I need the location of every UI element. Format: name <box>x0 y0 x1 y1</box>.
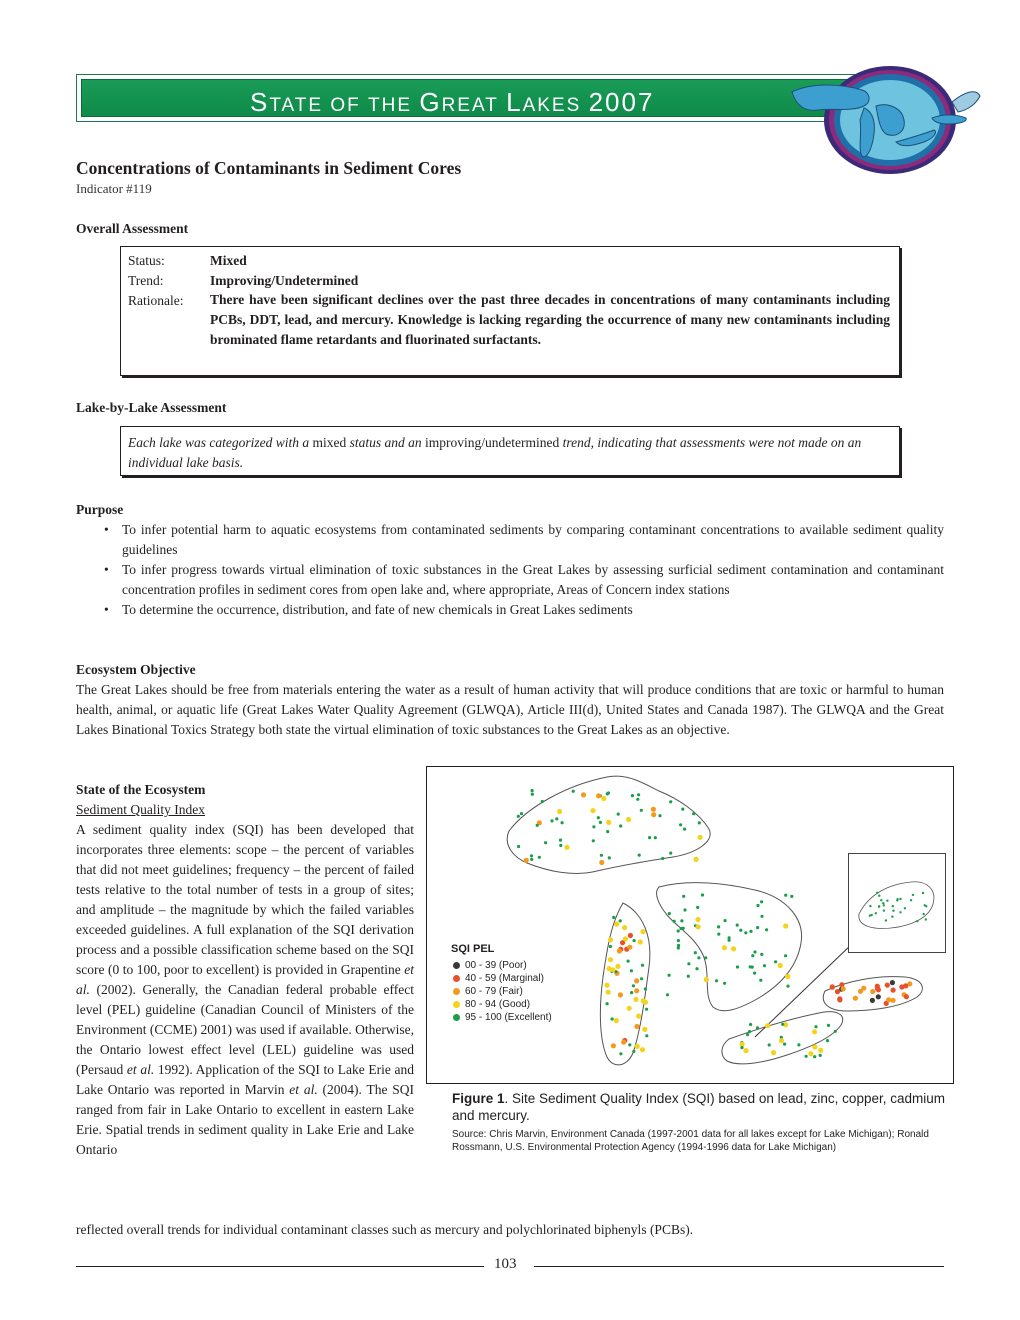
site-dot <box>564 845 569 850</box>
inset-map <box>849 854 945 952</box>
site-dot <box>634 978 639 983</box>
inset-site-dot <box>925 918 927 920</box>
legend-title: SQI PEL <box>451 943 495 955</box>
inset-site-dot <box>878 895 880 897</box>
site-dot <box>520 812 523 815</box>
site-dot <box>524 858 529 863</box>
site-dot <box>812 1029 817 1034</box>
trend-value: Improving/Undetermined <box>210 273 359 288</box>
site-dot <box>746 1033 749 1036</box>
site-dot <box>694 857 699 862</box>
inset-site-dot <box>876 892 878 894</box>
state-heading: State of the Ecosystem <box>76 782 206 797</box>
site-dot <box>677 929 680 932</box>
legend-swatch <box>453 1001 460 1008</box>
site-dot <box>728 939 731 942</box>
site-dot <box>724 919 727 922</box>
site-dot <box>756 1026 759 1029</box>
site-dot <box>619 919 622 922</box>
state-of-ecosystem-section <box>76 780 414 1160</box>
site-dot <box>661 857 664 860</box>
site-dot <box>636 1014 641 1019</box>
caption-text: . Site Sediment Quality Index (SQI) based on lead, zinc, copper, cadmium and mercury. <box>452 1091 945 1123</box>
inset-site-dot <box>910 899 912 901</box>
site-dot <box>682 927 685 930</box>
site-dot <box>813 1055 816 1058</box>
site-dot <box>599 821 602 824</box>
site-dot <box>891 998 896 1003</box>
site-dot <box>632 984 635 987</box>
site-dot <box>722 945 727 950</box>
site-dot <box>638 939 643 944</box>
site-dot <box>642 1027 647 1032</box>
site-dot <box>858 989 863 994</box>
inset-site-dot <box>869 905 871 907</box>
inset-site-dot <box>899 911 901 913</box>
site-dot <box>608 957 613 962</box>
site-dot <box>698 835 703 840</box>
caption-label: Figure 1 <box>452 1091 505 1106</box>
site-dot <box>814 1025 817 1028</box>
lake-by-lake-heading: Lake-by-Lake Assessment <box>76 400 227 415</box>
site-dot <box>680 919 683 922</box>
lake-by-lake-box <box>120 426 900 476</box>
site-dot <box>645 1008 648 1011</box>
legend-item-fair: 60 - 79 (Fair) <box>451 985 552 998</box>
inset-site-dot <box>883 904 885 906</box>
site-dot <box>876 994 881 999</box>
status-value: Mixed <box>210 253 247 268</box>
site-dot <box>636 798 639 801</box>
inset-site-dot <box>912 894 914 896</box>
site-dot <box>633 939 636 942</box>
site-dot <box>635 1044 640 1049</box>
site-dot <box>835 989 840 994</box>
site-dot <box>640 809 643 812</box>
site-dot <box>743 1048 748 1053</box>
site-dot <box>668 912 671 915</box>
site-dot <box>704 956 707 959</box>
ecosystem-objective-section <box>76 660 944 740</box>
site-dot <box>640 929 645 934</box>
report-title: STATE OF THE GREAT LAKES 2007 <box>250 87 655 117</box>
site-dot <box>756 926 759 929</box>
site-dot <box>739 929 742 932</box>
site-dot <box>751 954 754 957</box>
site-dot <box>517 815 520 818</box>
site-dot <box>870 998 875 1003</box>
site-dot <box>608 937 613 942</box>
inset-site-dot <box>899 898 901 900</box>
legend-swatch <box>453 1014 460 1021</box>
site-dot <box>765 928 768 931</box>
site-dot <box>790 895 793 898</box>
ecosystem-objective-heading: Ecosystem Objective <box>76 662 196 677</box>
site-dot <box>668 974 671 977</box>
site-dot <box>785 974 790 979</box>
site-dot <box>596 793 601 798</box>
site-dot <box>903 983 908 988</box>
site-dot <box>870 989 875 994</box>
site-dot <box>617 948 622 953</box>
inset-site-dot <box>925 905 927 907</box>
site-dot <box>698 821 701 824</box>
document-title: Concentrations of Contaminants in Sediment Cores <box>76 158 462 178</box>
site-dot <box>696 906 699 909</box>
site-dot <box>736 965 739 968</box>
site-dot <box>538 856 541 859</box>
inset-site-dot <box>883 909 885 911</box>
site-dot <box>628 1043 631 1046</box>
site-dot <box>826 1039 829 1042</box>
ecosystem-objective-text: The Great Lakes should be free from materials entering the water as a result of human activity that will produce conditions that are toxic or harmful to human health, animal, or aquatic life (Great Lakes Water Quality Agreement (GLWQA), Article III(d), United States and Canada 1987). The GLWQA and the Great Lakes Binational Toxics Strategy both state the virtual elimination of toxic substances to the Great Lakes as an objective. <box>76 682 944 737</box>
site-dot <box>687 962 690 965</box>
site-dot <box>530 854 533 857</box>
site-dot <box>805 1055 808 1058</box>
legend-item-good: 80 - 94 (Good) <box>451 998 552 1011</box>
site-dot <box>715 979 718 982</box>
site-dot <box>630 991 633 994</box>
site-dot <box>651 807 656 812</box>
site-dot <box>818 1048 823 1053</box>
site-dot <box>619 824 622 827</box>
site-dot <box>599 860 604 865</box>
site-dot <box>627 960 630 963</box>
site-dot <box>658 814 661 817</box>
site-dot <box>559 839 562 842</box>
site-dot <box>696 924 701 929</box>
site-dot <box>581 792 586 797</box>
site-dot <box>827 1024 830 1027</box>
site-dot <box>555 817 558 820</box>
footer-rule-left <box>76 1266 484 1267</box>
site-dot <box>619 1052 622 1055</box>
site-dot <box>669 852 672 855</box>
site-dot <box>637 793 640 796</box>
inset-site-dot <box>892 905 894 907</box>
site-dot <box>634 988 639 993</box>
improving-trend: improving/undetermined <box>425 435 560 450</box>
site-dot <box>886 997 891 1002</box>
site-dot <box>531 789 534 792</box>
inset-site-dot <box>882 902 884 904</box>
site-dot <box>768 1043 771 1046</box>
legend-item-excellent: 95 - 100 (Excellent) <box>451 1011 552 1024</box>
site-dot <box>717 925 720 928</box>
sqi-subheading: Sediment Quality Index <box>76 802 205 817</box>
site-dot <box>557 809 562 814</box>
site-dot <box>627 945 632 950</box>
site-dot <box>904 994 909 999</box>
site-dot <box>797 1043 800 1046</box>
site-dot <box>601 796 606 801</box>
inset-site-dot <box>878 905 880 907</box>
site-dot <box>638 854 641 857</box>
purpose-item: • To infer potential harm to aquatic ecosystems from contaminated sediments by comparing contaminant concentrations to available sediment quality guidelines <box>104 522 944 557</box>
site-dot <box>763 964 766 967</box>
site-dot <box>723 982 726 985</box>
site-dot <box>778 963 783 968</box>
site-dot <box>561 821 564 824</box>
site-dot <box>617 813 620 816</box>
site-dot <box>600 854 603 857</box>
inset-site-dot <box>922 892 924 894</box>
site-dot <box>765 1023 770 1028</box>
site-dot <box>648 836 651 839</box>
site-dot <box>853 996 858 1001</box>
site-dot <box>808 1051 813 1056</box>
inset-site-dot <box>892 910 894 912</box>
site-dot <box>606 1002 609 1005</box>
inset-site-dot <box>923 913 925 915</box>
site-dot <box>687 975 690 978</box>
site-dot <box>783 1043 786 1046</box>
site-dot <box>633 997 638 1002</box>
site-dot <box>608 856 611 859</box>
site-dot <box>611 1017 614 1020</box>
site-dot <box>614 922 619 927</box>
site-dot <box>627 1006 632 1011</box>
trend-label: Trend: <box>128 273 164 288</box>
inset-site-dot <box>896 898 898 900</box>
site-dot <box>634 1024 639 1029</box>
site-dot <box>632 1050 635 1053</box>
site-dot <box>631 794 634 797</box>
site-dot <box>618 992 623 997</box>
site-dot <box>640 1047 645 1052</box>
site-dot <box>606 990 611 995</box>
mixed-status: mixed <box>312 435 347 450</box>
site-dot <box>559 844 562 847</box>
site-dot <box>717 933 720 936</box>
inset-site-dot <box>875 912 877 914</box>
purpose-section <box>76 500 944 620</box>
site-dot <box>572 790 575 793</box>
site-dot <box>592 839 595 842</box>
site-dot <box>841 986 846 991</box>
site-dot <box>641 964 644 967</box>
inset-site-dot <box>871 914 873 916</box>
site-dot <box>779 1038 784 1043</box>
site-dot <box>704 977 709 982</box>
site-dot <box>753 950 756 953</box>
site-dot <box>612 916 615 919</box>
site-dot <box>753 972 756 975</box>
site-dot <box>697 956 700 959</box>
status-label: Status: <box>128 253 165 268</box>
footer-rule-right <box>534 1266 944 1267</box>
site-dot <box>640 977 643 980</box>
purpose-item: • To infer progress towards virtual elimination of toxic substances in the Great Lakes by assessing surficial sediment contamination and contaminant concentration profiles in sediment cores from open lake and, where appropriate, Areas of Concern index stations <box>104 562 944 597</box>
site-dot <box>597 816 600 819</box>
site-dot <box>621 1040 626 1045</box>
site-dot <box>781 1023 784 1026</box>
site-dot <box>736 924 739 927</box>
site-dot <box>530 858 533 861</box>
sqi-paragraph: A sediment quality index (SQI) has been developed that incorporates three elements: scope – the percent of variables that did not meet guidelines; frequency – the percent of failed tests relative to the total number of tests in a group of sites; and amplitude – the magnitude by which the failed variables exceeded guidelines. A full explanation of the SQI derivation process and a possible classification scheme based on the SQI score (0 to 100, poor to excellent) is provided in Grapentine et al. (2002). Generally, the Canadian federal probable effect level (PEL) guideline (Canadian Council of Ministers of the Environment (CCME) 2001) was used if available. Otherwise, the Ontario lowest effect level (LEL) guideline was used (Persaud et al. 1992). Application of the SQI to Lake Erie and Lake Ontario was reported in Marvin et al. (2004). The SQI ranged from fair in Lake Ontario to excellent in eastern Lake Erie. Spatial trends in sediment quality in Lake Erie and Lake Ontario <box>76 822 415 1157</box>
site-dot <box>623 936 628 941</box>
legend-swatch <box>453 975 460 982</box>
site-dot <box>544 841 547 844</box>
site-dot <box>590 808 595 813</box>
legend-item-marginal: 40 - 59 (Marginal) <box>451 972 552 985</box>
site-dot <box>749 930 752 933</box>
site-dot <box>760 953 763 956</box>
site-dot <box>550 819 553 822</box>
site-dot <box>749 1023 752 1026</box>
site-dot <box>891 988 896 993</box>
site-dot <box>628 933 633 938</box>
site-dot <box>531 793 534 796</box>
legend-swatch <box>453 988 460 995</box>
site-dot <box>885 983 890 988</box>
inset-site-dot <box>880 899 882 901</box>
site-dot <box>611 1043 616 1048</box>
site-dot <box>683 828 686 831</box>
site-dot <box>819 1054 822 1057</box>
figure-1-map <box>426 766 954 1084</box>
site-dot <box>760 915 763 918</box>
site-dot <box>606 820 611 825</box>
caption-source: Source: Chris Marvin, Environment Canada (1997-2001 data for all lakes except for Lake Michigan); Ronald Rossmann, U.S. Environmental Protection Agency (1994-1996 data for Lake Michigan) <box>452 1129 929 1153</box>
sqi-paragraph-tail: reflected overall trends for individual contaminant classes such as mercury and polychlorinated biphenyls (PCBs). <box>76 1222 694 1237</box>
site-dot <box>645 1034 648 1037</box>
purpose-heading: Purpose <box>76 502 124 517</box>
site-dot <box>694 951 697 954</box>
page-number: 103 <box>494 1256 517 1272</box>
site-dot <box>679 823 682 826</box>
site-dot <box>609 945 612 948</box>
lake-ontario-inset <box>848 853 946 953</box>
site-dot <box>669 800 672 803</box>
inset-site-dot <box>904 907 906 909</box>
site-dot <box>682 895 685 898</box>
rationale-text: There have been significant declines over the past three decades in concentrations of many contaminants including PCBs, DDT, lead, and mercury. Knowledge is lacking regarding the occurrence of many new contaminants including brominated flame retardants and fluorinated surfactants. <box>210 292 890 347</box>
site-dot <box>615 964 620 969</box>
site-dot <box>666 993 669 996</box>
indicator-number: Indicator #119 <box>76 181 152 196</box>
site-dot <box>517 845 520 848</box>
site-dot <box>681 808 684 811</box>
site-dot <box>744 931 747 934</box>
site-dot <box>614 1018 619 1023</box>
sqi-legend <box>451 943 552 1024</box>
site-dot <box>784 894 787 897</box>
site-dot <box>626 817 631 822</box>
figure-caption <box>452 1090 948 1154</box>
site-dot <box>677 944 680 947</box>
site-dot <box>830 985 835 990</box>
site-dot <box>695 917 700 922</box>
site-dot <box>812 1044 817 1049</box>
site-dot <box>731 946 736 951</box>
site-dot <box>592 825 595 828</box>
site-dot <box>692 812 695 815</box>
site-dot <box>771 1050 776 1055</box>
site-dot <box>890 980 895 985</box>
site-dot <box>759 979 762 982</box>
inset-site-dot <box>885 919 887 921</box>
site-dot <box>541 800 544 803</box>
site-dot <box>651 812 656 817</box>
site-dot <box>630 969 633 972</box>
site-dot <box>834 1030 837 1033</box>
site-dot <box>683 908 686 911</box>
overall-assessment-heading: Overall Assessment <box>76 221 189 236</box>
site-dot <box>774 960 777 963</box>
site-dot <box>673 920 676 923</box>
site-dot <box>643 1000 648 1005</box>
site-dot <box>740 1046 743 1049</box>
site-dot <box>622 925 627 930</box>
legend-item-poor: 00 - 39 (Poor) <box>451 959 552 972</box>
site-dot <box>760 900 763 903</box>
great-lakes-logo <box>772 62 982 180</box>
site-dot <box>756 904 759 907</box>
legend-swatch <box>453 962 460 969</box>
inset-site-dot <box>886 900 888 902</box>
site-dot <box>695 967 698 970</box>
site-dot <box>654 836 657 839</box>
site-dot <box>748 1030 751 1033</box>
site-dot <box>875 984 880 989</box>
site-dot <box>677 939 680 942</box>
site-dot <box>784 954 787 957</box>
purpose-item: • To determine the occurrence, distribution, and fate of new chemicals in Great Lakes sediments <box>104 602 633 617</box>
inset-site-dot <box>916 920 918 922</box>
lake-by-lake-text: Each lake was categorized with a mixed status and an improving/undetermined trend, indicating that assessments were not made on an individual lake basis. <box>128 435 862 470</box>
site-dot <box>610 967 615 972</box>
site-dot <box>606 792 609 795</box>
site-dot <box>606 830 609 833</box>
site-dot <box>644 987 647 990</box>
site-dot <box>837 997 842 1002</box>
site-dot <box>786 985 789 988</box>
site-dot <box>536 824 539 827</box>
site-dot <box>783 923 788 928</box>
site-dot <box>749 965 752 968</box>
site-dot <box>604 983 609 988</box>
site-dot <box>701 893 704 896</box>
inset-site-dot <box>891 916 893 918</box>
overall-assessment-box <box>120 246 900 376</box>
rationale-label: Rationale: <box>128 293 184 308</box>
